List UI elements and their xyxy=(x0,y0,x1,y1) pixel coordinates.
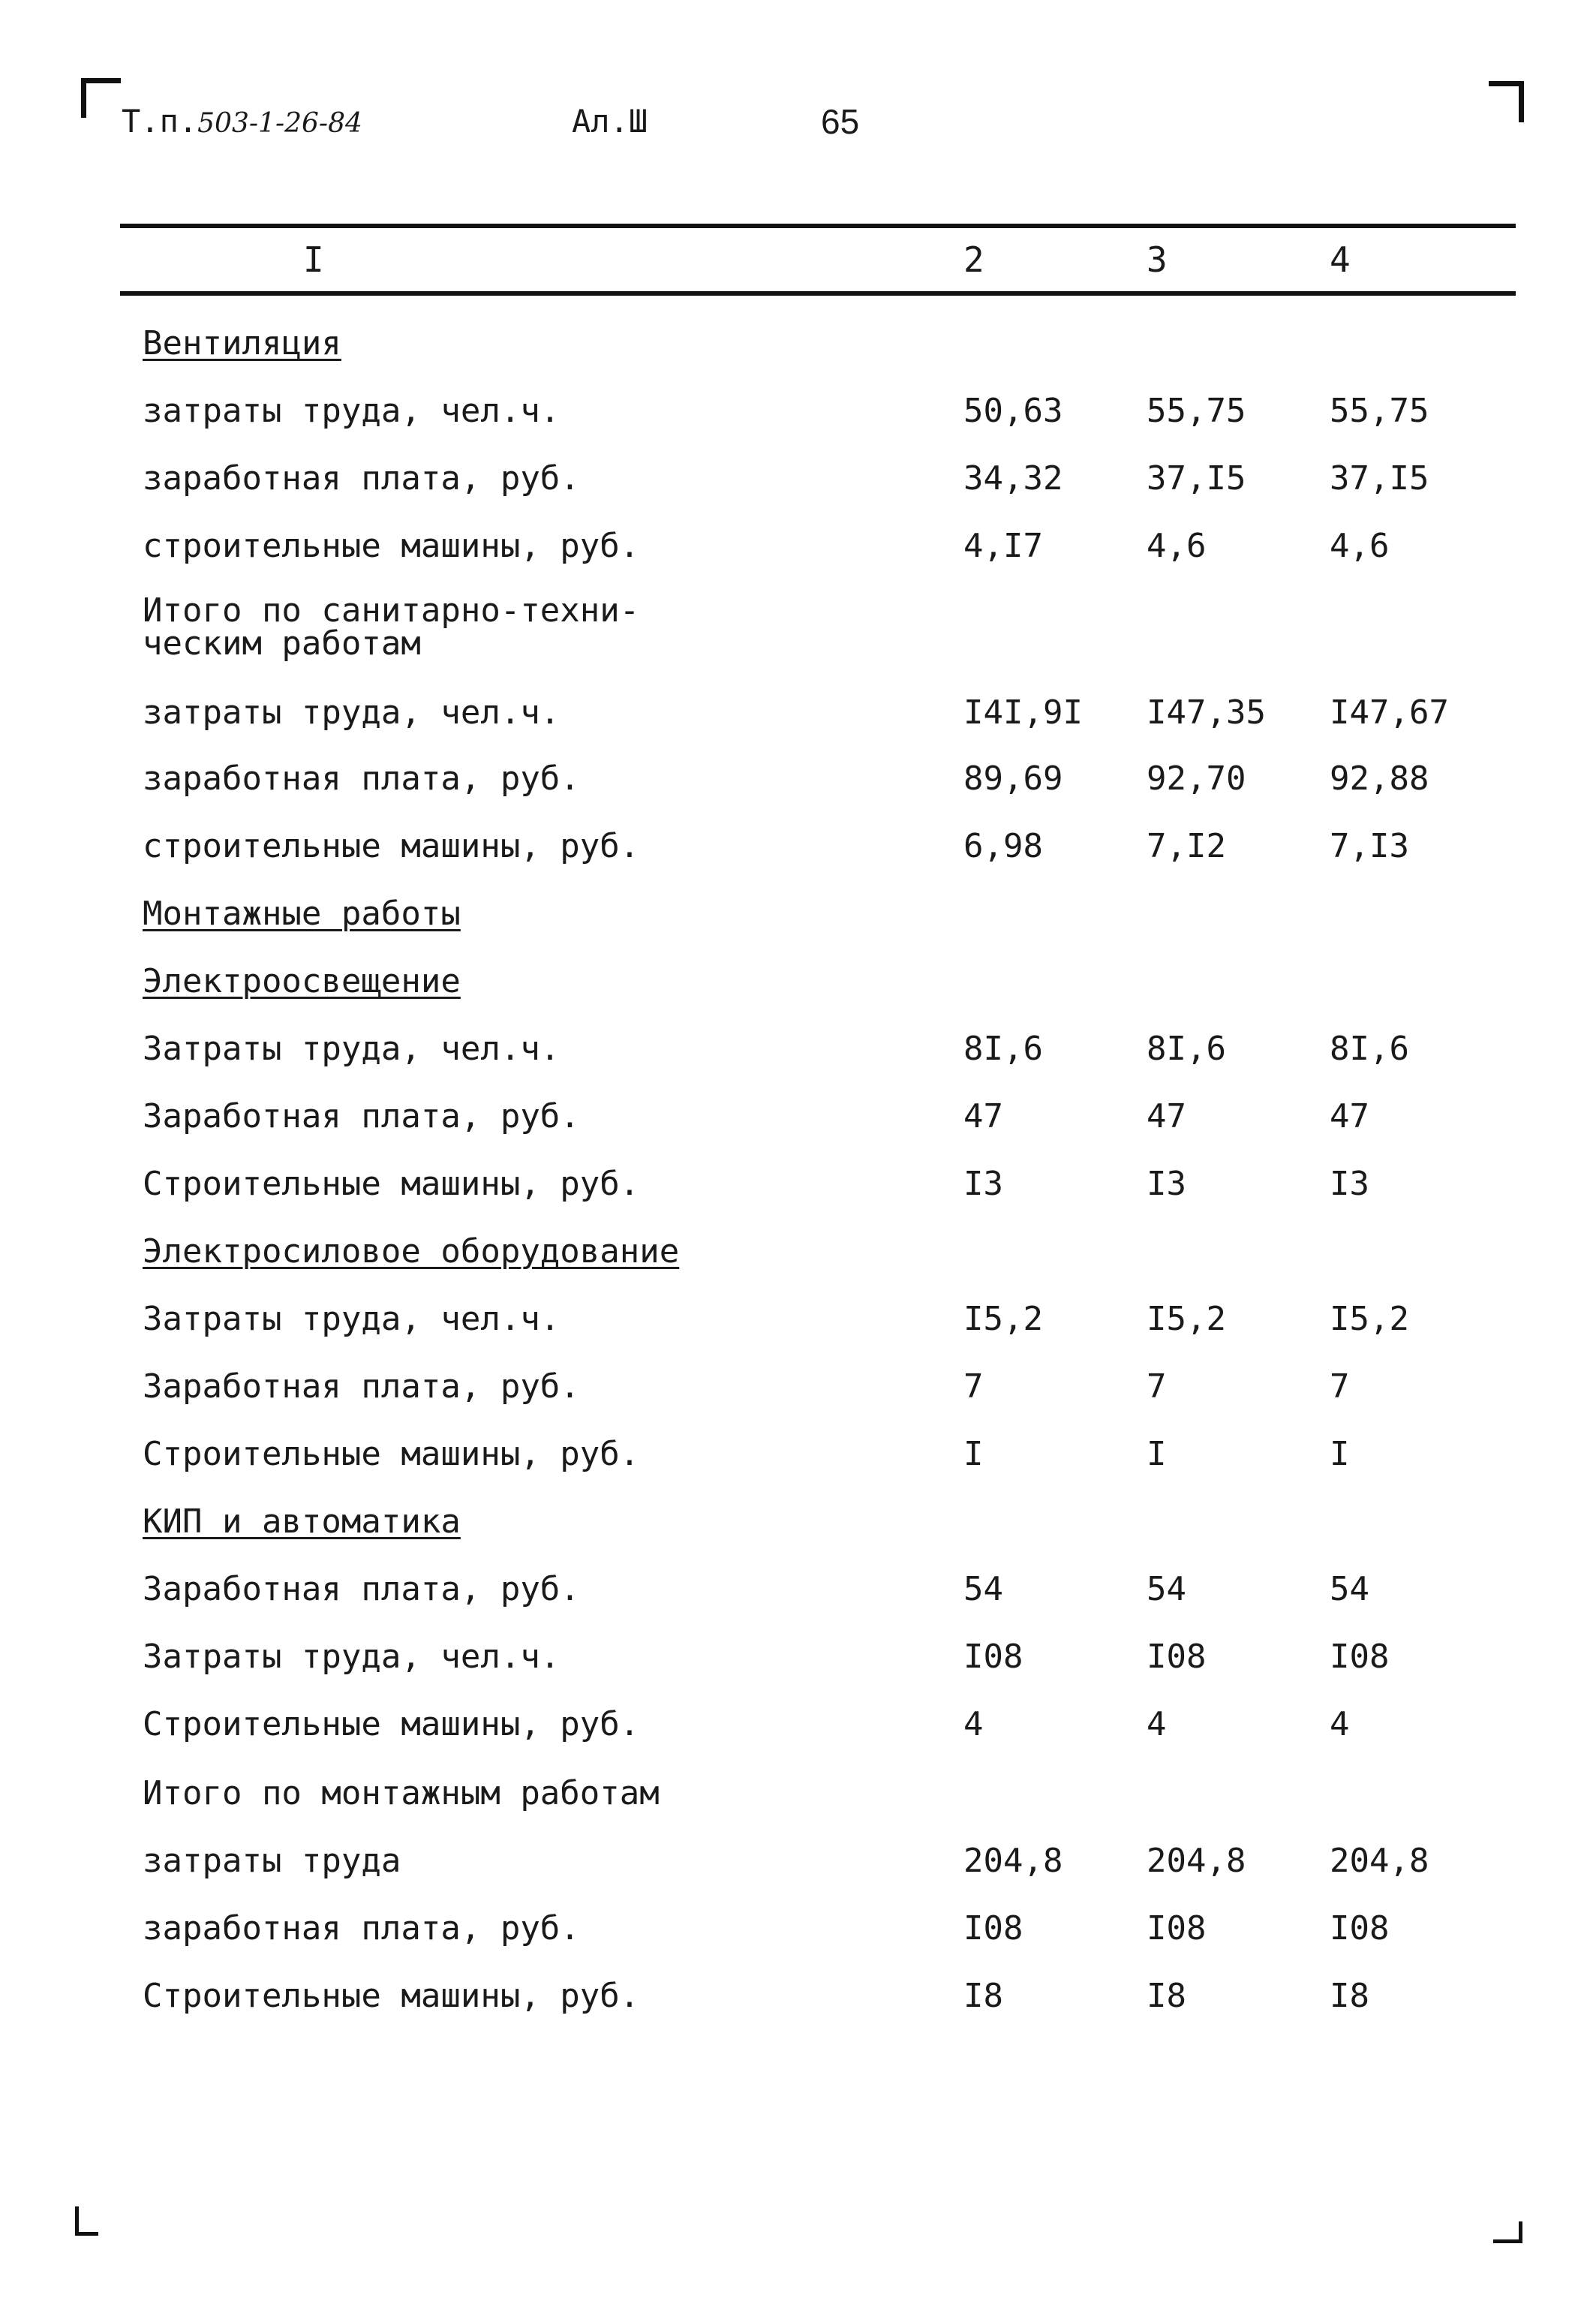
table-row xyxy=(0,1839,1596,1899)
value-col-3: 4,6 xyxy=(1147,527,1207,565)
value-col-2: 8I,6 xyxy=(963,1030,1043,1068)
table-row xyxy=(0,1974,1596,2034)
value-col-2: 54 xyxy=(963,1570,1003,1608)
value-col-2: 4 xyxy=(963,1705,984,1743)
row-label: Электросиловое оборудование xyxy=(143,1232,680,1271)
value-col-3: I08 xyxy=(1147,1638,1207,1676)
table-row xyxy=(0,456,1596,516)
row-label: затраты труда, чел.ч. xyxy=(143,693,561,732)
value-col-4: 47 xyxy=(1330,1097,1369,1135)
column-header-4: 4 xyxy=(1330,239,1351,280)
value-col-3: 4 xyxy=(1147,1705,1167,1743)
value-col-2: 34,32 xyxy=(963,459,1063,498)
table-row xyxy=(0,1297,1596,1357)
value-col-3: I5,2 xyxy=(1147,1300,1226,1338)
table-row xyxy=(0,892,1596,952)
table-row xyxy=(0,591,1596,669)
row-label: затраты труда xyxy=(143,1842,401,1880)
row-label: Затраты труда, чел.ч. xyxy=(143,1030,561,1068)
value-col-3: 55,75 xyxy=(1147,392,1246,430)
page-number: 65 xyxy=(821,102,860,141)
value-col-3: 7 xyxy=(1147,1367,1167,1406)
table-row xyxy=(0,959,1596,1019)
row-label: Заработная плата, руб. xyxy=(143,1367,580,1406)
row-label: Монтажные работы xyxy=(143,895,461,933)
value-col-4: I5,2 xyxy=(1330,1300,1409,1338)
row-label: Электроосвещение xyxy=(143,962,461,1000)
value-col-4: 92,88 xyxy=(1330,759,1429,798)
value-col-2: 4,I7 xyxy=(963,527,1043,565)
row-label: Затраты труда, чел.ч. xyxy=(143,1638,561,1676)
column-header-3: 3 xyxy=(1147,239,1168,280)
corner-mark-top-right xyxy=(1489,81,1524,122)
value-col-2: 47 xyxy=(963,1097,1003,1135)
value-col-2: 7 xyxy=(963,1367,984,1406)
value-col-2: I08 xyxy=(963,1909,1023,1948)
value-col-3: I08 xyxy=(1147,1909,1207,1948)
sheet-label: Ал.Ш xyxy=(572,103,648,140)
row-label: строительные машины, руб. xyxy=(143,827,640,865)
value-col-2: I4I,9I xyxy=(963,693,1083,732)
corner-mark-bottom-right xyxy=(1493,2221,1522,2243)
row-label: Строительные машины, руб. xyxy=(143,1435,640,1473)
table-row xyxy=(0,321,1596,381)
document-code xyxy=(122,99,362,144)
value-col-4: 37,I5 xyxy=(1330,459,1429,498)
value-col-4: 4,6 xyxy=(1330,527,1390,565)
value-col-2: I08 xyxy=(963,1638,1023,1676)
value-col-2: 50,63 xyxy=(963,392,1063,430)
value-col-4: 4 xyxy=(1330,1705,1350,1743)
table-header-rule xyxy=(120,291,1516,296)
table-row xyxy=(0,1094,1596,1154)
table-row xyxy=(0,824,1596,884)
table-row xyxy=(0,1702,1596,1762)
table-row xyxy=(0,389,1596,449)
row-label: Вентиляция xyxy=(143,324,341,362)
row-label: Строительные машины, руб. xyxy=(143,1705,640,1743)
value-col-2: 89,69 xyxy=(963,759,1063,798)
value-col-4: 55,75 xyxy=(1330,392,1429,430)
value-col-4: I08 xyxy=(1330,1909,1390,1948)
row-label: Итого по монтажным работам xyxy=(143,1774,660,1812)
row-label: Итого по санитарно-техни- ческим работам xyxy=(143,591,640,663)
value-col-2: I5,2 xyxy=(963,1300,1043,1338)
corner-mark-bottom-left xyxy=(75,2206,98,2236)
value-col-4: 54 xyxy=(1330,1570,1369,1608)
value-col-3: 204,8 xyxy=(1147,1842,1246,1880)
table-row xyxy=(0,1771,1596,1831)
document-code-handwritten: 503-1-26-84 xyxy=(197,108,362,139)
value-col-4: 7,I3 xyxy=(1330,827,1409,865)
row-label: Заработная плата, руб. xyxy=(143,1097,580,1135)
value-col-3: I3 xyxy=(1147,1165,1186,1203)
table-row xyxy=(0,1027,1596,1087)
value-col-2: I3 xyxy=(963,1165,1003,1203)
value-col-3: 92,70 xyxy=(1147,759,1246,798)
document-code-prefix: Т.п. xyxy=(122,103,198,140)
value-col-3: 37,I5 xyxy=(1147,459,1246,498)
value-col-3: 47 xyxy=(1147,1097,1186,1135)
value-col-4: I8 xyxy=(1330,1977,1369,2015)
table-row xyxy=(0,1499,1596,1560)
value-col-3: I47,35 xyxy=(1147,693,1266,732)
row-label: заработная плата, руб. xyxy=(143,759,580,798)
row-label: Заработная плата, руб. xyxy=(143,1570,580,1608)
row-label: строительные машины, руб. xyxy=(143,527,640,565)
row-label: заработная плата, руб. xyxy=(143,459,580,498)
table-row xyxy=(0,690,1596,750)
table-row xyxy=(0,1635,1596,1695)
value-col-3: I8 xyxy=(1147,1977,1186,2015)
corner-mark-top-left xyxy=(81,78,121,118)
row-label: Строительные машины, руб. xyxy=(143,1977,640,2015)
value-col-2: I8 xyxy=(963,1977,1003,2015)
table-row xyxy=(0,1432,1596,1492)
value-col-2: I xyxy=(963,1435,984,1473)
table-row xyxy=(0,1364,1596,1424)
value-col-2: 204,8 xyxy=(963,1842,1063,1880)
row-label: заработная плата, руб. xyxy=(143,1909,580,1948)
column-header-1: I xyxy=(303,239,324,280)
value-col-4: I47,67 xyxy=(1330,693,1449,732)
table-row xyxy=(0,524,1596,584)
value-col-4: I xyxy=(1330,1435,1350,1473)
value-col-3: 7,I2 xyxy=(1147,827,1226,865)
row-label: Затраты труда, чел.ч. xyxy=(143,1300,561,1338)
row-label: затраты труда, чел.ч. xyxy=(143,392,561,430)
value-col-4: 8I,6 xyxy=(1330,1030,1409,1068)
value-col-4: I3 xyxy=(1330,1165,1369,1203)
value-col-4: 204,8 xyxy=(1330,1842,1429,1880)
table-row xyxy=(0,1567,1596,1627)
table-row xyxy=(0,756,1596,817)
value-col-4: 7 xyxy=(1330,1367,1350,1406)
column-header-2: 2 xyxy=(963,239,984,280)
table-top-rule xyxy=(120,224,1516,228)
value-col-3: 54 xyxy=(1147,1570,1186,1608)
table-row xyxy=(0,1906,1596,1966)
row-label: Строительные машины, руб. xyxy=(143,1165,640,1203)
value-col-3: I xyxy=(1147,1435,1167,1473)
value-col-4: I08 xyxy=(1330,1638,1390,1676)
row-label: КИП и автоматика xyxy=(143,1502,461,1541)
value-col-3: 8I,6 xyxy=(1147,1030,1226,1068)
table-row xyxy=(0,1162,1596,1222)
value-col-2: 6,98 xyxy=(963,827,1043,865)
table-row xyxy=(0,1229,1596,1289)
